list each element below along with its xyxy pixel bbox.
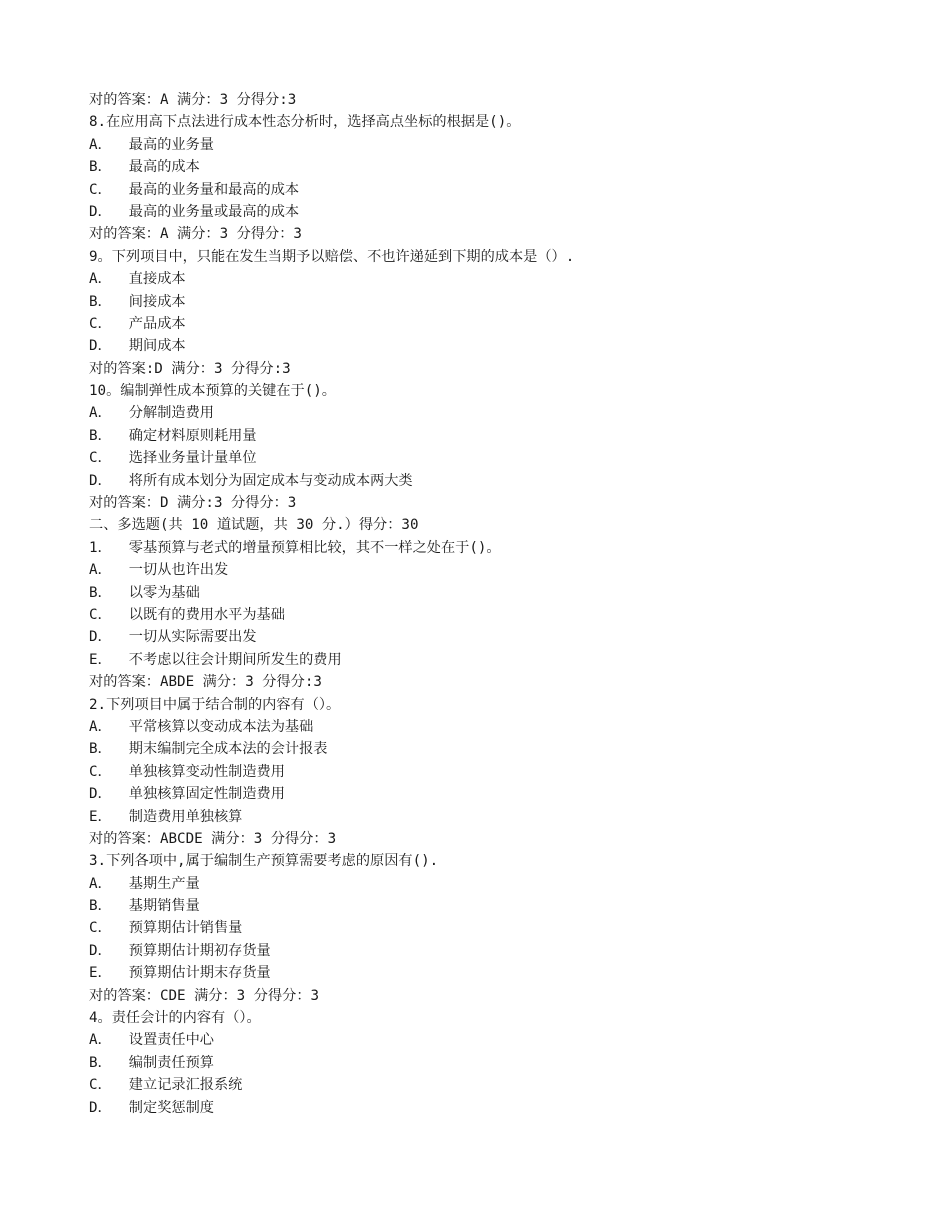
text-line: 9。下列项目中，只能在发生当期予以赔偿、不也许递延到下期的成本是（）. (89, 248, 575, 265)
text-line: A． 基期生产量 (89, 875, 200, 892)
text-line: D． 期间成本 (89, 338, 186, 355)
text-line: B． 最高的成本 (89, 159, 200, 176)
text-line: B． 编制责任预算 (89, 1054, 214, 1071)
text-line: D． 预算期估计期初存货量 (89, 942, 271, 959)
text-line: E． 不考虑以往会计期间所发生的费用 (89, 651, 342, 668)
text-line: 对的答案：D 满分:3 分得分：3 (89, 495, 297, 512)
text-line: D． 最高的业务量或最高的成本 (89, 203, 300, 220)
text-line: C． 单独核算变动性制造费用 (89, 763, 285, 780)
text-line: C． 产品成本 (89, 315, 186, 332)
text-line: 对的答案：A 满分：3 分得分:3 (89, 92, 297, 108)
text-line: B． 间接成本 (89, 293, 186, 310)
text-line: 对的答案:D 满分：3 分得分:3 (89, 360, 291, 377)
text-line: A． 分解制造费用 (89, 405, 214, 422)
text-line: E． 预算期估计期末存货量 (89, 965, 271, 982)
text-line: A． 一切从也许出发 (89, 562, 229, 579)
text-line: 2.下列项目中属于结合制的内容有（）。 (89, 696, 341, 713)
text-line: 3.下列各项中,属于编制生产预算需要考虑的原因有(). (89, 853, 439, 870)
text-line: A． 设置责任中心 (89, 1032, 214, 1049)
text-line: B． 期末编制完全成本法的会计报表 (89, 741, 328, 758)
document-body (89, 89, 909, 1119)
text-line: D． 一切从实际需要出发 (89, 629, 257, 646)
text-line: C． 以既有的费用水平为基础 (89, 606, 285, 623)
text-line: 二、多选题(共 10 道试题，共 30 分.）得分：30 (89, 517, 419, 534)
text-line: A． 最高的业务量 (89, 136, 214, 153)
text-line: 对的答案：A 满分：3 分得分：3 (89, 226, 302, 243)
text-line: 对的答案：ABDE 满分：3 分得分:3 (89, 674, 322, 691)
text-line: 4。责任会计的内容有（）。 (89, 1010, 261, 1027)
text-line: D． 单独核算固定性制造费用 (89, 786, 285, 803)
text-line: B． 确定材料原则耗用量 (89, 427, 257, 444)
text-line: 对的答案：ABCDE 满分：3 分得分：3 (89, 830, 337, 847)
text-line: A． 平常核算以变动成本法为基础 (89, 718, 314, 735)
text-line: C． 最高的业务量和最高的成本 (89, 181, 300, 198)
text-line: C． 预算期估计销售量 (89, 920, 243, 937)
text-line: B． 以零为基础 (89, 584, 200, 601)
text-line: 1． 零基预算与老式的增量预算相比较，其不一样之处在于()。 (89, 539, 501, 556)
text-line: D． 将所有成本划分为固定成本与变动成本两大类 (89, 472, 413, 489)
text-line: E． 制造费用单独核算 (89, 808, 243, 825)
text-line: 对的答案：CDE 满分：3 分得分：3 (89, 987, 320, 1004)
text-line: C． 建立记录汇报系统 (89, 1077, 243, 1094)
text-line: 8.在应用高下点法进行成本性态分析时，选择高点坐标的根据是()。 (89, 114, 521, 131)
text-line: A． 直接成本 (89, 271, 186, 288)
text-line: 10。编制弹性成本预算的关键在于()。 (89, 383, 336, 400)
text-line: B． 基期销售量 (89, 898, 200, 915)
text-line: C． 选择业务量计量单位 (89, 450, 257, 467)
text-line: D． 制定奖惩制度 (89, 1099, 214, 1116)
